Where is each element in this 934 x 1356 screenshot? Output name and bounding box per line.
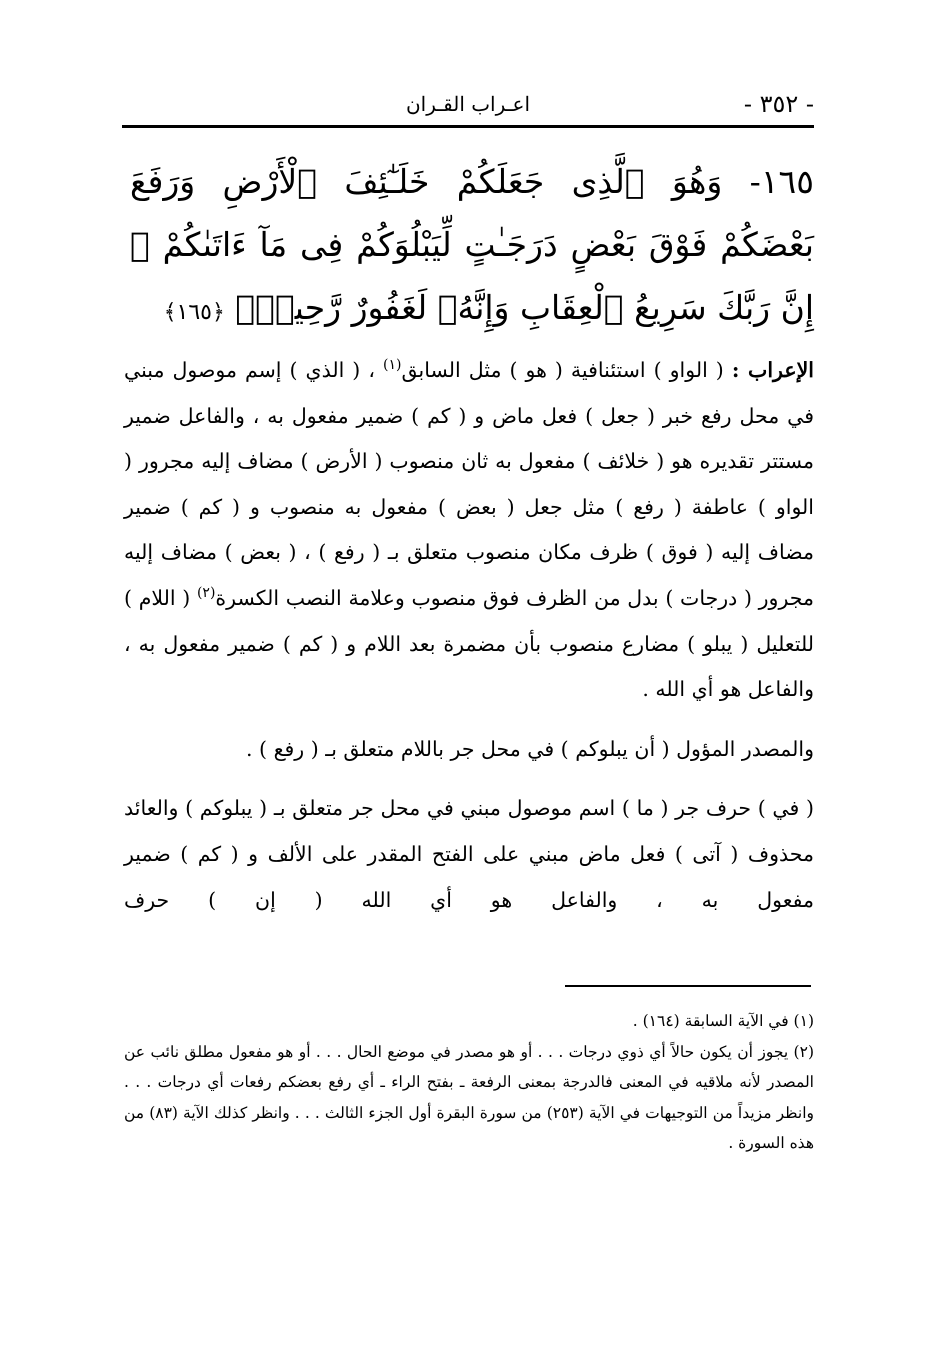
page-header	[122, 88, 814, 124]
grammar-analysis	[124, 348, 814, 923]
analysis-text: ، ( الذي ) إسم موصول مبني في محل رفع خبر ( جعل ) فعل ماض و ( كم ) ضمير مفعول به ، والفاعل ضمير مستتر تقديره هو ( خلائف ) مفعول به ثان منصوب ( الأرض ) مضاف إليه مجرور ( الواو ) عاطفة ( رفع ) مثل جعل ( بعض ) مفعول به منصوب و ( كم ) ضمير مضاف إليه ( فوق ) ظرف مكان منصوب متعلق بـ ( رفع ) ، ( بعض ) مضاف إليه مجرور ( درجات ) بدل من الظرف فوق منصوب وعلامة النصب الكسرة	[124, 358, 814, 610]
analysis-text: ( اللام ) للتعليل ( يبلو ) مضارع منصوب بأن مضمرة بعد اللام و ( كم ) ضمير مفعول به ، والفاعل هو أي الله .	[124, 585, 814, 702]
analysis-paragraph-1	[124, 348, 814, 713]
analysis-text: ( الواو ) استئنافية ( هو ) مثل السابق	[401, 358, 724, 382]
footnote-ref-1: (١)	[382, 357, 402, 374]
verse-text: ١٦٥- وَهُوَ ٱلَّذِى جَعَلَكُمْ خَلَـٰٓئِفَ ٱلْأَرْضِ وَرَفَعَ بَعْضَكُمْ فَوْقَ بَعْضٍ دَرَجَـٰتٍ لِّيَبْلُوَكُمْ فِى مَآ ءَاتَىٰكُمْ ۗ إِنَّ رَبَّكَ سَرِيعُ ٱلْعِقَابِ وَإِنَّهُۥ لَغَفُورٌ رَّحِيمٌۢ	[130, 162, 814, 327]
footnote-ref-2: (٢)	[196, 585, 216, 602]
footnote-divider	[565, 985, 811, 987]
page-number: - ٣٥٢ -	[743, 90, 814, 118]
footnote-1: (١) في الآية السابقة (١٦٤) .	[632, 1012, 814, 1030]
footnotes	[124, 1006, 814, 1159]
analysis-paragraph-3: ( في ) حرف جر ( ما ) اسم موصول مبني في محل جر متعلق بـ ( يبلوكم ) والعائد محذوف ( آتى ) فعل ماض مبني على الفتح المقدر على الألف و ( كم ) ضمير مفعول به ، والفاعل هو أي الله ( إن ) حرف	[124, 796, 814, 912]
quran-verse	[130, 150, 814, 344]
analysis-label: الإعراب :	[731, 358, 814, 382]
header-divider	[122, 125, 814, 128]
verse-end-marker: ﴿١٦٥﴾	[163, 300, 225, 325]
analysis-paragraph-2: والمصدر المؤول ( أن يبلوكم ) في محل جر باللام متعلق بـ ( رفع ) .	[246, 736, 814, 761]
book-title: اعـراب القـران	[405, 92, 531, 116]
footnote-2: (٢) يجوز أن يكون حالاً أي ذوي درجات . . . أو هو مصدر في موضع الحال . . . أو هو مفعول مطلق نائب عن المصدر لأنه ملاقيه في المعنى فالدرجة بمعنى الرفعة ـ بفتح الراء ـ أي رفع بعضكم رفعات أي درجات . . . وانظر مزيداً من التوجيهات في الآية (٢٥٣) من سورة البقرة أول الجزء الثالث . . . وانظر كذلك الآية (٨٣) من هذه السورة .	[124, 1042, 814, 1152]
